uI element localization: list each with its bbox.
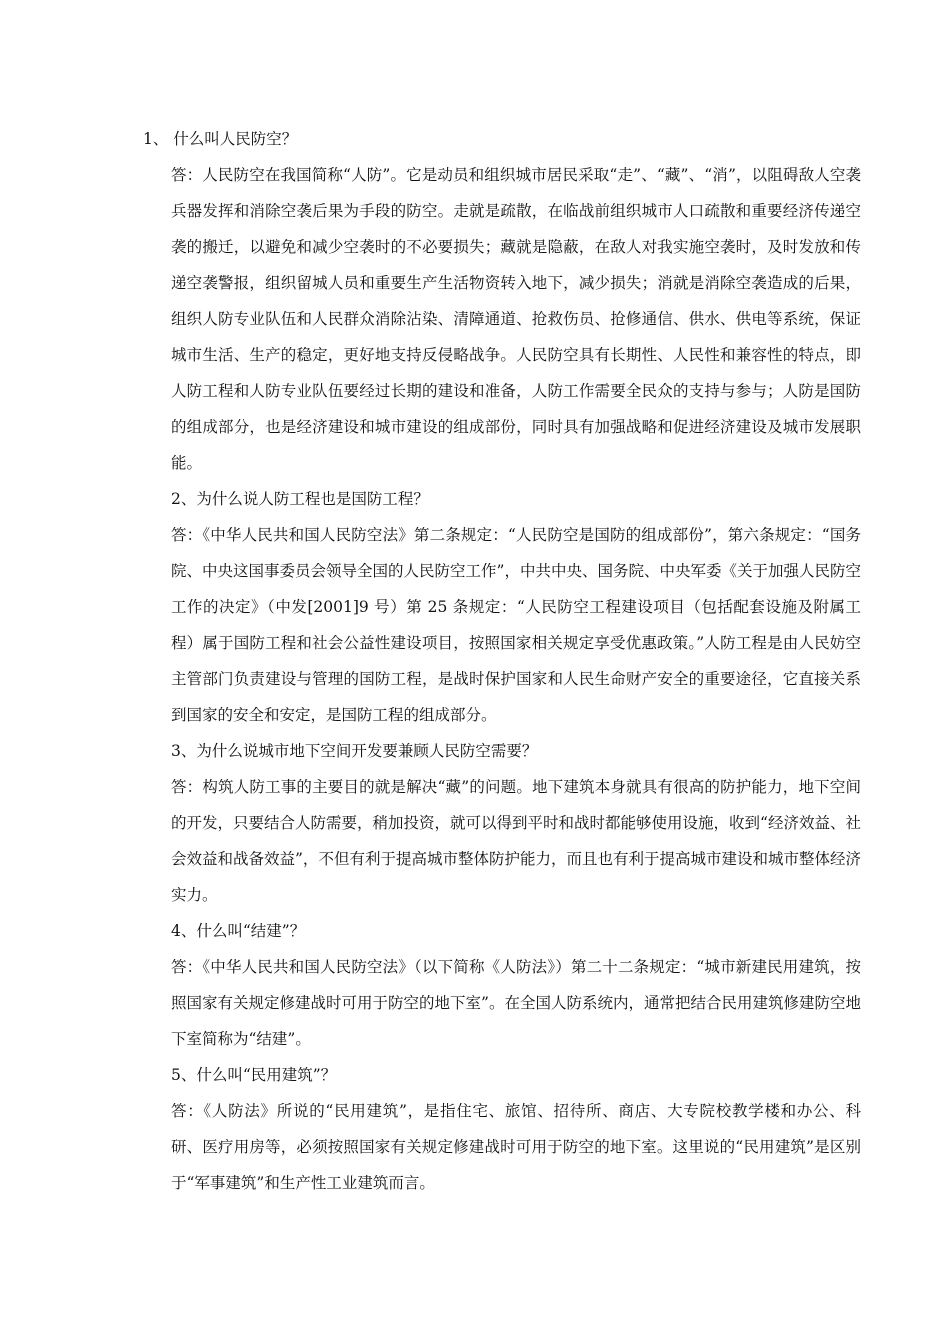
answer-5: 答：《人防法》所说的“民用建筑”，是指住宅、旅馆、招待所、商店、大专院校教学楼和办公、科研、医疗用房等，必须按照国家有关规定修建战时可用于防空的地下室。这里说的“民用建筑”是区别于“军事建筑”和生产性工业建筑而言。	[171, 1102, 861, 1192]
question-5: 5、什么叫“民用建筑”？	[171, 1066, 337, 1084]
question-2: 2、为什么说人防工程也是国防工程？	[171, 490, 429, 508]
question-3: 3、为什么说城市地下空间开发要兼顾人民防空需要？	[171, 742, 538, 760]
answer-2: 答：《中华人民共和国人民防空法》第二条规定：“人民防空是国防的组成部份”，第六条规定：“国务院、中央这国事委员会领导全国的人民防空工作”，中共中央、国务院、中央军委《关于加强人民防空工作的决定》（中发[2001]9 号）第 25 条规定：“人民防空工程建设项目（包括配套设施及附属工程）属于国防工程和社会公益性建设项目，按照国家相关规定享受优惠政策。”人防工程是由人民妨空主管部门负责建设与管理的国防工程，是战时保护国家和人民生命财产安全的重要途径，它直接关系到国家的安全和安定，是国防工程的组成部分。	[171, 526, 861, 724]
document-body	[143, 121, 861, 1201]
question-1: 1、 什么叫人民防空？	[143, 130, 298, 148]
answer-4: 答：《中华人民共和国人民防空法》（以下简称《人防法》）第二十二条规定：“城市新建民用建筑，按照国家有关规定修建战时可用于防空的地下室”。在全国人防系统内，通常把结合民用建筑修建防空地下室简称为“结建”。	[171, 958, 861, 1048]
question-4: 4、什么叫“结建”？	[171, 922, 306, 940]
answer-1: 答：人民防空在我国简称“人防”。它是动员和组织城市居民采取“走”、“藏”、“消”，以阻碍敌人空袭兵器发挥和消除空袭后果为手段的防空。走就是疏散，在临战前组织城市人口疏散和重要经济传递空袭的搬迁，以避免和减少空袭时的不必要损失；藏就是隐蔽，在敌人对我实施空袭时，及时发放和传递空袭警报，组织留城人员和重要生产生活物资转入地下，减少损失；消就是消除空袭造成的后果，组织人防专业队伍和人民群众消除沾染、清障通道、抢救伤员、抢修通信、供水、供电等系统，保证城市生活、生产的稳定，更好地支持反侵略战争。人民防空具有长期性、人民性和兼容性的特点，即人防工程和人防专业队伍要经过长期的建设和准备，人防工作需要全民众的支持与参与；人防是国防的组成部分，也是经济建设和城市建设的组成部份，同时具有加强战略和促进经济建设及城市发展职能。	[171, 166, 861, 472]
answer-3: 答：构筑人防工事的主要目的就是解决“藏”的问题。地下建筑本身就具有很高的防护能力，地下空间的开发，只要结合人防需要，稍加投资，就可以得到平时和战时都能够使用设施，收到“经济效益、社会效益和战备效益”，不但有利于提高城市整体防护能力，而且也有利于提高城市建设和城市整体经济实力。	[171, 778, 861, 904]
